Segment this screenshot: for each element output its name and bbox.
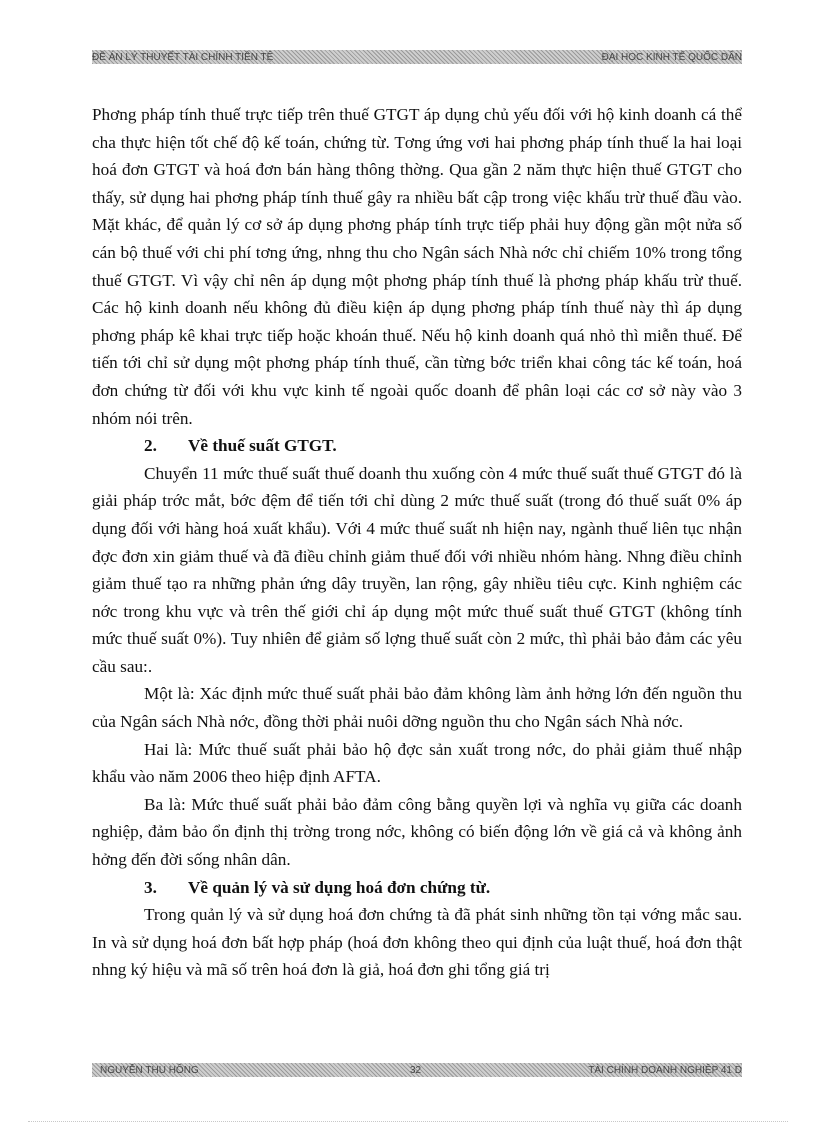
header-right-text: ĐẠI HỌC KINH TẾ QUỐC DÂN (601, 52, 742, 63)
section-heading-2 (92, 432, 742, 460)
page-number: 32 (410, 1065, 422, 1076)
page-bottom-divider (28, 1121, 788, 1122)
section-title: Về quản lý và sử dụng hoá đơn chứng từ. (188, 877, 491, 897)
footer-author: NGUYỄN THU HỒNG (100, 1065, 199, 1076)
section-title: Về thuế suất GTGT. (188, 436, 337, 456)
paragraph: Trong quản lý và sử dụng hoá đơn chứng tà đã phát sinh những tồn tại vớng mắc sau. In và sử dụng hoá đơn bất hợp pháp (hoá đơn không theo qui định của luật thuế, hoá đơn thật nhng ký hiệu và mã số trên hoá đơn là giả, hoá đơn ghi tổng giá trị (92, 905, 742, 980)
paragraph: Chuyển 11 mức thuế suất thuế doanh thu xuống còn 4 mức thuế suất thuế GTGT đó là giải pháp trớc mắt, bớc đệm để tiến tới chỉ dùng 2 mức thuế suất (trong đó thuế suất 0% áp dụng đối với hàng hoá xuất khẩu). Với 4 mức thuế suất nh hiện nay, ngành thuế liên tục nhận đợc đơn xin giảm thuế và đã điều chỉnh giảm thuế đối với nhiều nhóm hàng. Nhng điều chỉnh giảm thuế tạo ra những phản ứng dây truyền, lan rộng, gây nhiều tiêu cực. Kinh nghiệm các nớc trong khu vực và trên thế giới chỉ áp dụng một mức thuế suất thuế GTGT (không tính mức thuế suất 0%). Tuy nhiên để giảm số lợng thuế suất còn 2 mức, thì phải bảo đảm các yêu cầu sau:. (92, 463, 742, 676)
paragraph: Một là: Xác định mức thuế suất phải bảo đảm không làm ảnh hởng lớn đến nguồn thu của Ngân sách Nhà nớc, đồng thời phải nuôi dỡng nguồn thu cho Ngân sách Nhà nớc. (92, 684, 742, 732)
document-body (92, 101, 742, 984)
header-left-text: ĐỀ ÁN LÝ THUYẾT TÀI CHÍNH TIỀN TỆ (92, 52, 274, 63)
section-number: 2. (144, 436, 157, 456)
section-heading-3 (92, 874, 742, 902)
page-footer (92, 1063, 742, 1077)
section-number: 3. (144, 877, 157, 897)
paragraph: Hai là: Mức thuế suất phải bảo hộ đợc sản xuất trong nớc, do phải giảm thuế nhập khẩu vào năm 2006 theo hiệp định AFTA. (92, 739, 742, 787)
footer-class: TÀI CHÍNH DOANH NGHIỆP 41 D (588, 1065, 742, 1076)
paragraph: Phơng pháp tính thuế trực tiếp trên thuế GTGT áp dụng chủ yếu đối với hộ kinh doanh cá thể cha thực hiện tốt chế độ kế toán, chứng từ. Tơng ứng vơi hai phơng pháp tính thuế la hai loại hoá đơn GTGT và hoá đơn bán hàng thông thờng. Qua gần 2 năm thực hiện thuế GTGT cho thấy, sử dụng hai phơng pháp tính thuế gây ra nhiều bất cập trong việc khấu trừ thuế đầu vào. Mặt khác, để quản lý cơ sở áp dụng phơng pháp tính trực tiếp phải huy động gần một nửa số cán bộ thuế với chi phí tơng ứng, nhng thu cho Ngân sách Nhà nớc chỉ chiếm 10% trong tổng thuế GTGT. Vì vậy chỉ nên áp dụng một phơng pháp tính thuế là phơng pháp khấu trừ thuế. Các hộ kinh doanh nếu không đủ điều kiện áp dụng phơng pháp tính thuế này thì áp dụng phơng pháp kê khai trực tiếp hoặc khoán thuế. Nếu hộ kinh doanh quá nhỏ thì miễn thuế. Để tiến tới chỉ sử dụng một phơng pháp tính thuế, cần từng bớc triển khai công tác kế toán, hoá đơn chứng từ đối với khu vực kinh tế ngoài quốc doanh để phân loại các cơ sở này vào 3 nhóm nói trên. (92, 105, 742, 428)
paragraph: Ba là: Mức thuế suất phải bảo đảm công bằng quyền lợi và nghĩa vụ giữa các doanh nghiệp, đảm bảo ổn định thị trờng trong nớc, không có biến động lớn về giá cả và không ảnh hởng đến đời sống nhân dân. (92, 794, 742, 870)
page-header (92, 50, 742, 64)
